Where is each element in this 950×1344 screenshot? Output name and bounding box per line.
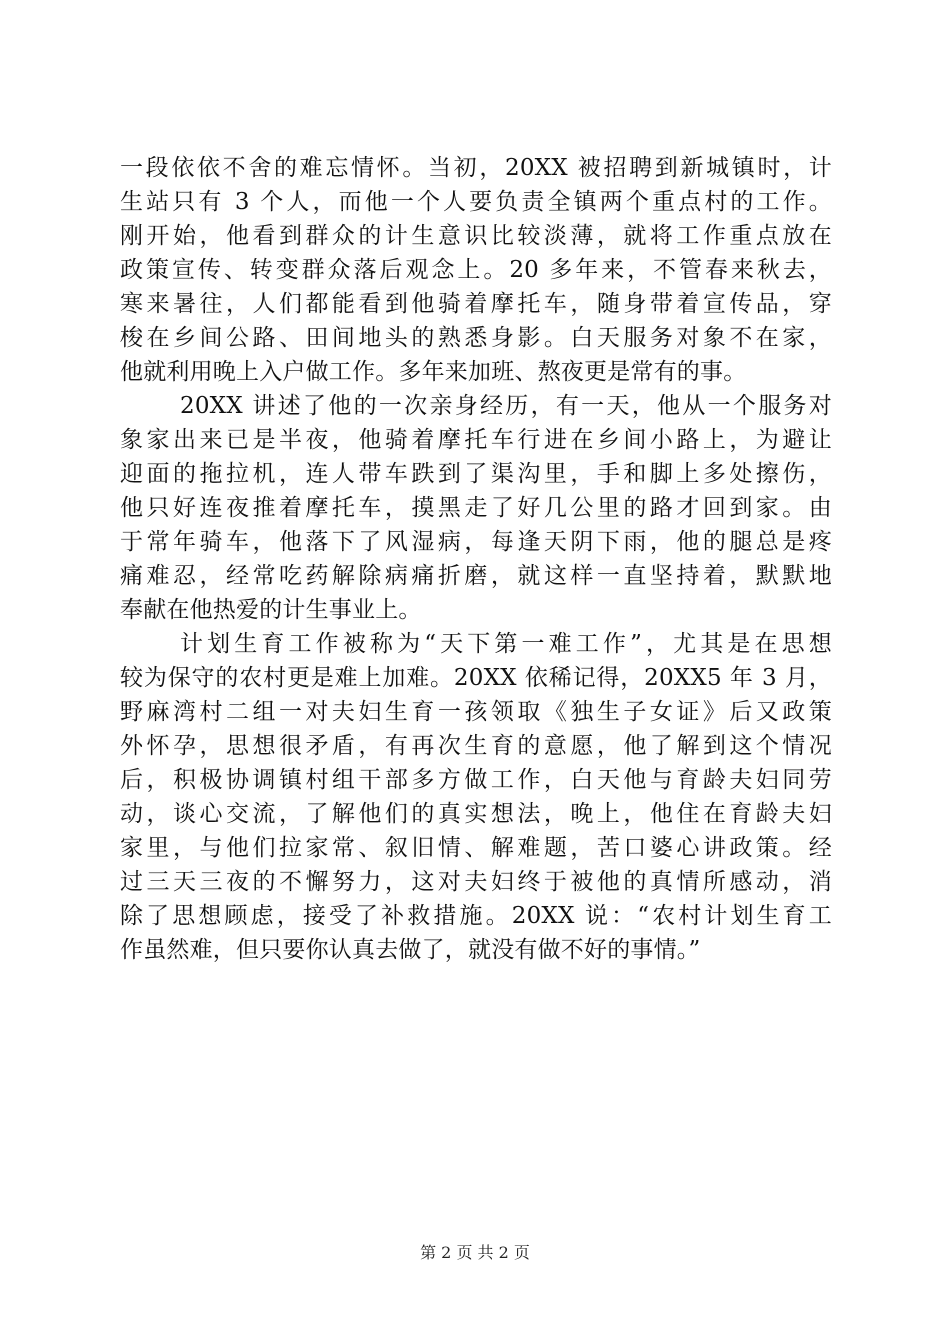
- text-line: 动，谈心交流，了解他们的真实想法，晚上，他住在育龄夫妇: [120, 801, 832, 827]
- text-line: 梭在乡间公路、田间地头的熟悉身影。白天服务对象不在家，: [120, 325, 832, 351]
- text-line: 计划生育工作被称为“天下第一难工作”，尤其是在思想: [180, 631, 832, 657]
- text-line: 作虽然难，但只要你认真去做了，就没有做不好的事情。”: [120, 937, 701, 963]
- paragraph-2: [120, 389, 832, 627]
- text-line: 家里，与他们拉家常、叙旧情、解难题，苦口婆心讲政策。经: [120, 835, 832, 861]
- text-line: 迎面的拖拉机，连人带车跌到了渠沟里，手和脚上多处擦伤，: [120, 461, 832, 487]
- text-line: 政策宣传、转变群众落后观念上。20 多年来，不管春来秋去，: [120, 257, 832, 283]
- paragraph-1: [120, 151, 832, 389]
- text-line: 刚开始，他看到群众的计生意识比较淡薄，就将工作重点放在: [120, 223, 832, 249]
- text-line: 外怀孕，思想很矛盾，有再次生育的意愿，他了解到这个情况: [120, 733, 832, 759]
- text-line: 他只好连夜推着摩托车，摸黑走了好几公里的路才回到家。由: [120, 495, 832, 521]
- text-line: 除了思想顾虑，接受了补救措施。20XX 说：“农村计划生育工: [120, 903, 832, 929]
- text-line: 奉献在他热爱的计生事业上。: [120, 597, 422, 623]
- text-line: 痛难忍，经常吃药解除病痛折磨，就这样一直坚持着，默默地: [120, 563, 832, 589]
- text-line: 过三天三夜的不懈努力，这对夫妇终于被他的真情所感动，消: [120, 869, 832, 895]
- text-line: 较为保守的农村更是难上加难。20XX 依稀记得，20XX5 年 3 月，: [120, 665, 832, 691]
- text-line: 生站只有 3 个人，而他一个人要负责全镇两个重点村的工作。: [120, 189, 832, 215]
- document-body: [120, 151, 832, 967]
- text-line: 他就利用晚上入户做工作。多年来加班、熬夜更是常有的事。: [120, 359, 747, 385]
- text-line: 野麻湾村二组一对夫妇生育一孩领取《独生子女证》后又政策: [120, 699, 832, 725]
- text-line: 寒来暑往，人们都能看到他骑着摩托车，随身带着宣传品，穿: [120, 291, 832, 317]
- text-line: 后，积极协调镇村组干部多方做工作，白天他与育龄夫妇同劳: [120, 767, 832, 793]
- paragraph-3: [120, 627, 832, 967]
- text-line: 象家出来已是半夜，他骑着摩托车行进在乡间小路上，为避让: [120, 427, 832, 453]
- page-number-footer: 第 2 页 共 2 页: [420, 1243, 530, 1262]
- text-line: 20XX 讲述了他的一次亲身经历，有一天，他从一个服务对: [180, 393, 832, 419]
- text-line: 于常年骑车，他落下了风湿病，每逢天阴下雨，他的腿总是疼: [120, 529, 832, 555]
- text-line: 一段依依不舍的难忘情怀。当初，20XX 被招聘到新城镇时，计: [120, 155, 832, 181]
